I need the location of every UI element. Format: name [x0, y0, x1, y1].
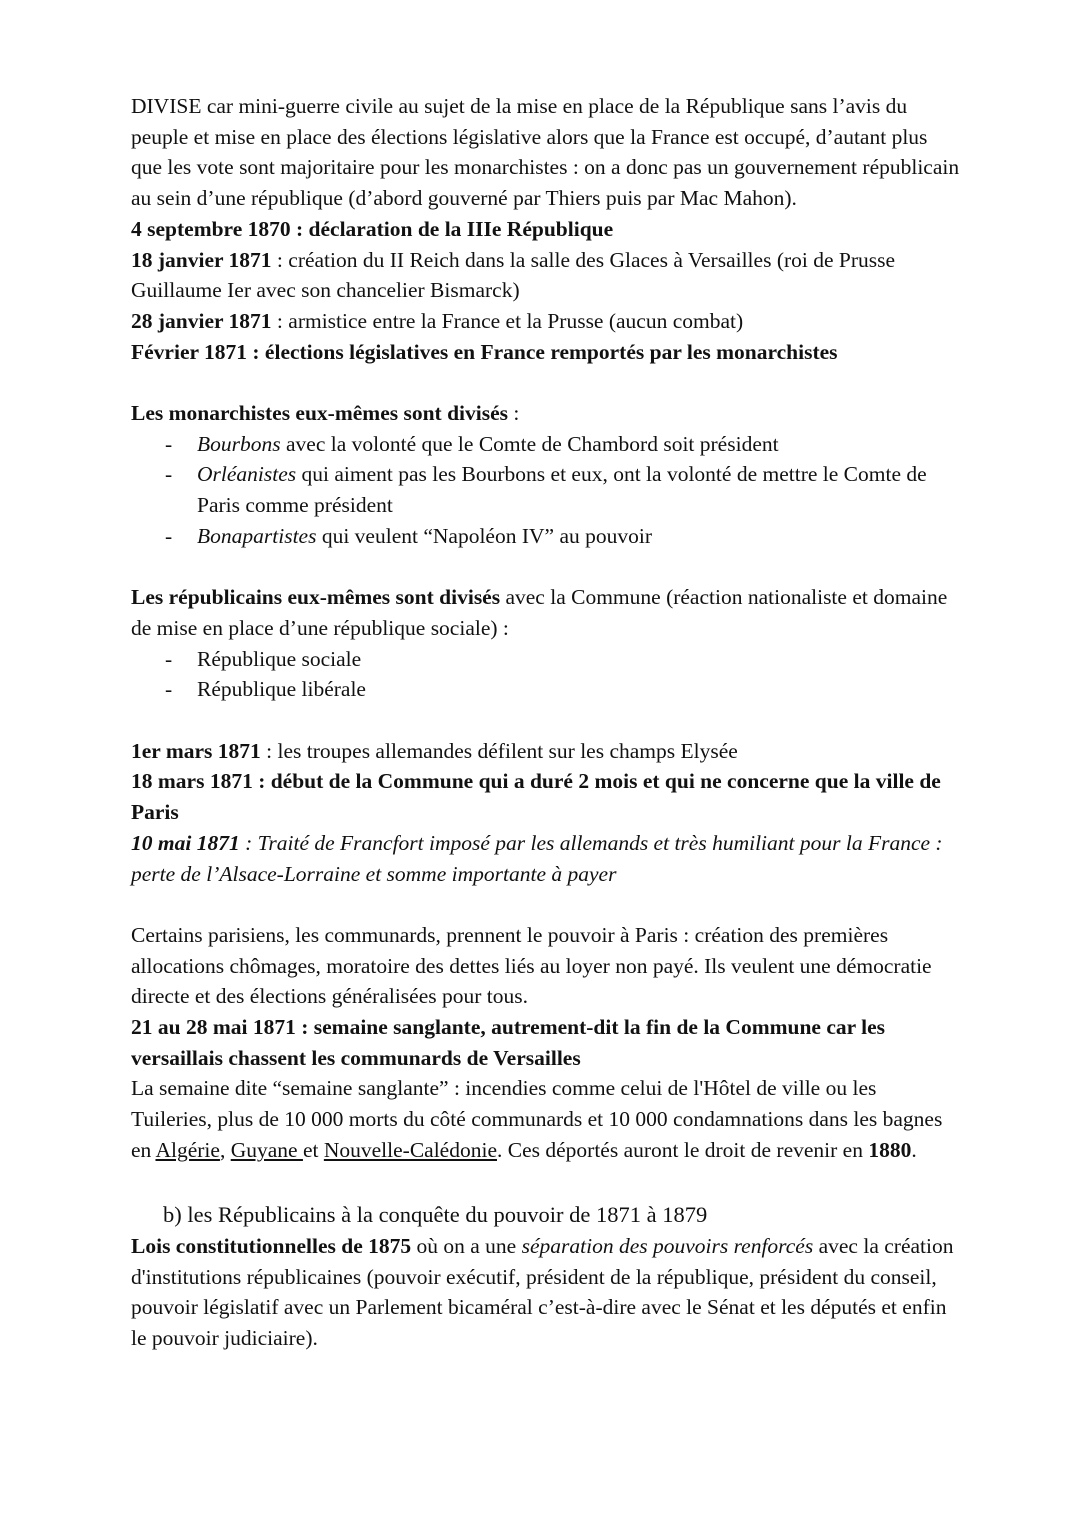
monarchists-heading-bold: Les monarchistes eux-mêmes sont divisés [131, 401, 509, 426]
event-text: : création du II Reich dans la salle des Glaces à Versailles (roi de Prusse Guillaume Ier avec son chancelier Bismarck) [131, 247, 896, 303]
event-text: : Traité de Francfort imposé par les allemands et très humiliant pour la France : perte de l’Alsace-Lorraine et somme importante à payer [131, 830, 943, 886]
faction-name: Bourbons [197, 431, 281, 456]
separator: et [302, 1137, 324, 1162]
link-nouvelle-caledonie[interactable]: Nouvelle-Calédonie [323, 1137, 497, 1162]
spacer [131, 1166, 960, 1197]
event-date: 18 janvier 1871 [131, 247, 272, 272]
list-item-orleanistes [131, 459, 960, 520]
list-item-bonapartistes [131, 521, 960, 552]
link-algerie[interactable]: Algérie [155, 1137, 220, 1162]
laws-title: Lois constitutionnelles de 1875 [131, 1233, 412, 1258]
section-b-heading: b) les Républicains à la conquête du pouvoir de 1871 à 1879 [163, 1202, 708, 1228]
bloody-week-text: La semaine dite “semaine sanglante” : incendies comme celui de l'Hôtel de ville ou les Tuileries, plus de 10 000 morts du côté communards et 10 000 condamnations dans les bagnes en [131, 1076, 943, 1162]
spacer [131, 367, 960, 398]
event-text: : les troupes allemandes défilent sur les champs Elysée [260, 738, 738, 763]
faction-text: qui aiment pas les Bourbons et eux, ont la volonté de mettre le Comte de Paris comme président [197, 462, 927, 518]
monarchists-list [131, 429, 960, 552]
republicans-heading [131, 582, 960, 643]
event-date: 28 janvier 1871 [131, 308, 272, 333]
list-item-republique-sociale: - République sociale [131, 644, 960, 675]
republicans-heading-suffix: avec la Commune (réaction nationaliste et domaine de mise en place d’une république sociale) : [131, 585, 948, 640]
communards-paragraph: Certains parisiens, les communards, prennent le pouvoir à Paris : création des premières allocations chômages, moratoire des dettes liés au loyer non payé. Ils veulent une démocratie directe et des élections généralisées pour tous. [131, 922, 932, 1009]
laws-text: où on a une [411, 1233, 522, 1258]
faction-name: Orléanistes [197, 462, 297, 487]
republicans-heading-bold: Les républicains eux-mêmes sont divisés [131, 585, 501, 610]
faction-text: qui veulent “Napoléon IV” au pouvoir [316, 523, 652, 548]
event-4-sept-1870: 4 septembre 1870 : déclaration de la IIIe République [131, 216, 614, 241]
return-year: 1880 [868, 1137, 912, 1162]
monarchists-heading-suffix: : [508, 401, 520, 426]
list-item-bourbons [131, 429, 960, 460]
republicans-list [131, 644, 960, 705]
end-period: . [911, 1137, 917, 1162]
event-10-mai-1871 [131, 828, 960, 889]
event-semaine-sanglante: 21 au 28 mai 1871 : semaine sanglante, autrement-dit la fin de la Commune car les versaillais chassent les communards de Versailles [131, 1015, 886, 1070]
event-text: : armistice entre la France et la Prusse (aucun combat) [271, 308, 744, 333]
spacer [131, 552, 960, 583]
event-28-jan-1871 [131, 306, 960, 337]
faction-text: avec la volonté que le Comte de Chambord soit président [280, 431, 779, 456]
monarchists-heading [131, 398, 960, 429]
intro-paragraph: DIVISE car mini-guerre civile au sujet de la mise en place de la République sans l’avis du peuple et mise en place des élections législative alors que la France est occupé, d’autant plus que les vote sont majoritaire pour les monarchistes : on a donc pas un gouvernement républicain au sein d’une république (d’abord gouverné par Thiers puis par Mac Mahon). [131, 94, 960, 211]
event-18-mars-1871: 18 mars 1871 : début de la Commune qui a duré 2 mois et qui ne concerne que la ville de Paris [131, 769, 941, 825]
separator: , [219, 1137, 231, 1162]
event-date: 10 mai 1871 [131, 830, 240, 855]
laws-text-2: avec la création d'institutions républicaines (pouvoir exécutif, président de la république, président du conseil, pouvoir législatif avec un Parlement bicaméral c’est-à-dire avec le Sénat et les députés et enfin le pouvoir judiciaire). [131, 1233, 954, 1351]
faction-name: Bonapartistes [197, 523, 317, 548]
laws-italic: séparation des pouvoirs renforcés [521, 1233, 814, 1258]
spacer [131, 889, 960, 920]
list-item-republique-liberale: - République libérale [131, 674, 960, 705]
event-1-mars-1871 [131, 736, 960, 767]
spacer [131, 705, 960, 736]
event-date: 1er mars 1871 [131, 738, 261, 763]
link-guyane[interactable]: Guyane [230, 1137, 303, 1162]
laws-paragraph [131, 1231, 960, 1354]
event-feb-1871: Février 1871 : élections législatives en France remportés par les monarchistes [131, 339, 838, 364]
bloody-week-text-2: . Ces déportés auront le droit de revenir en [497, 1137, 869, 1162]
bloody-week-paragraph [131, 1073, 960, 1165]
event-18-jan-1871 [131, 245, 960, 306]
